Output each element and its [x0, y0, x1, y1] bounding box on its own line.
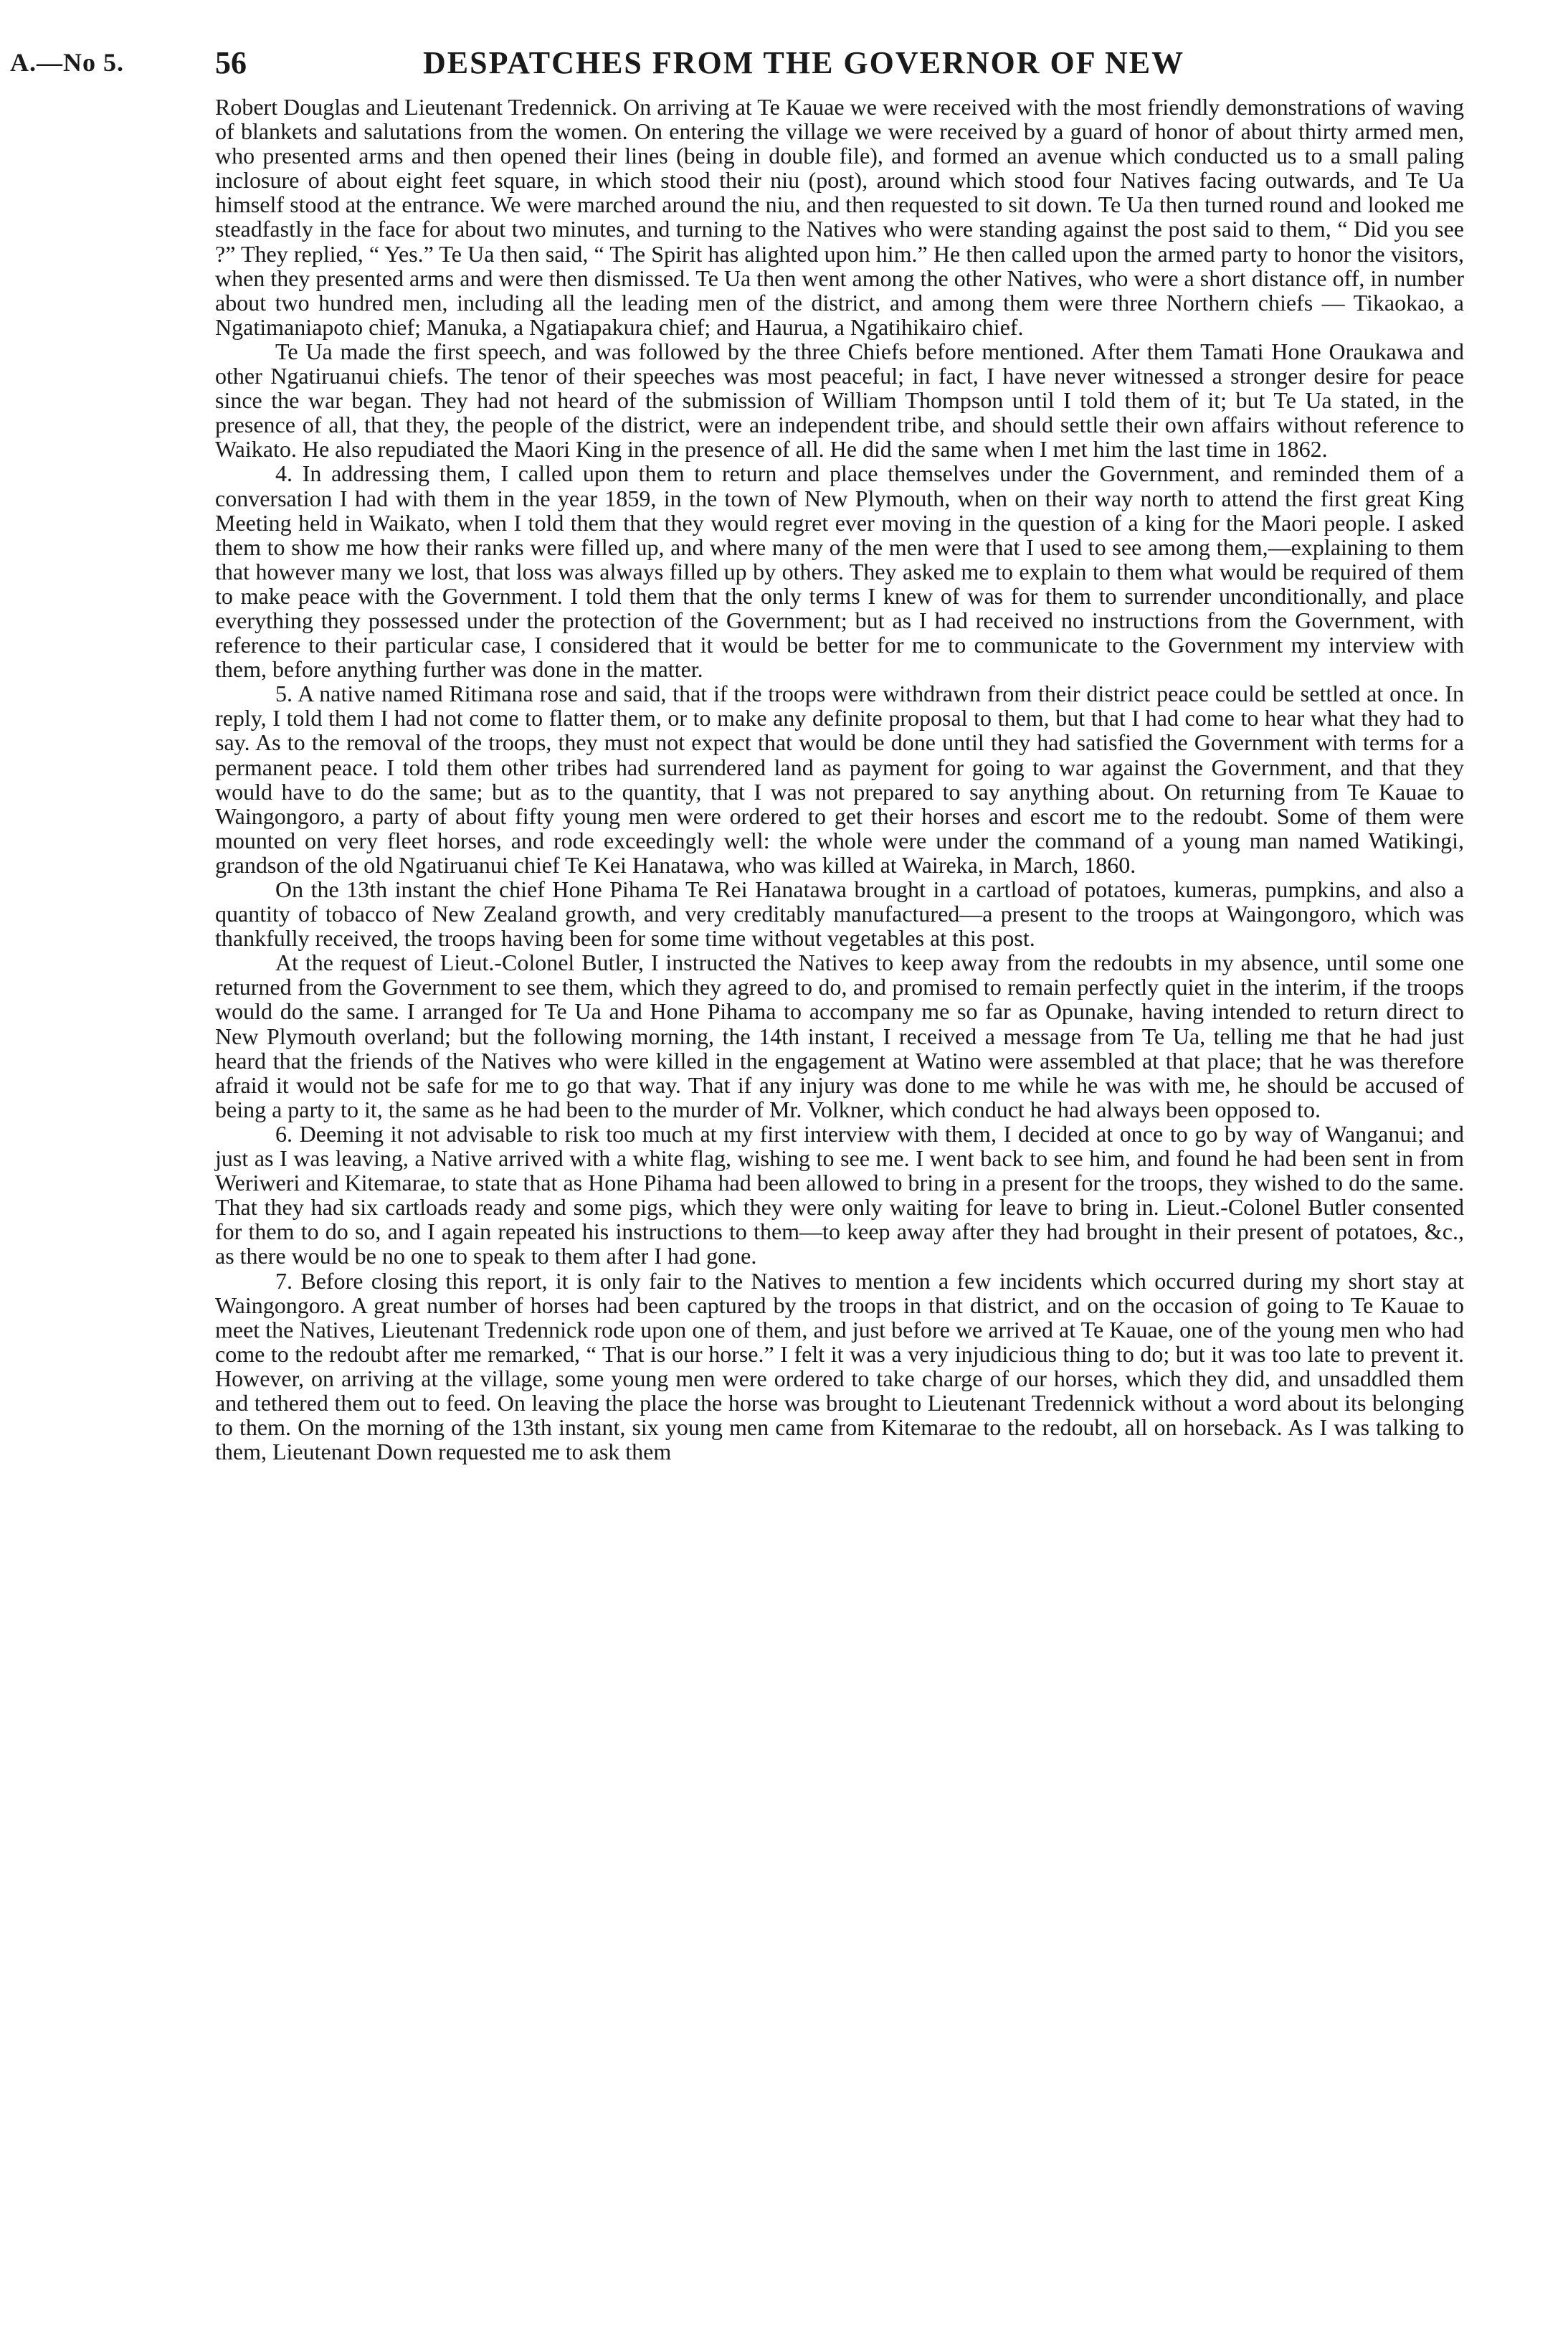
paragraph-present: On the 13th instant the chief Hone Pihama Te Rei Hanatawa brought in a cartload of potatoes, kumeras, pumpkins, and also a quantity of tobacco of New Zealand growth, and very creditably manufactured—a present to the troops at Waingongoro, which was thankfully received, the troops having been for some time without vegetables at this post. [215, 876, 1464, 952]
page-header [0, 37, 1568, 87]
paragraph-section-4: 4. In addressing them, I called upon them to return and place themselves under the Government, and reminded them of a conversation I had with them in the year 1859, in the town of New Plymouth, when on their way north to attend the first great King Meeting held in Waikato, when I told them that they would regret ever moving in the question of a king for the Maori people. I asked them to show me how their ranks were filled up, and where many of the men were that I used to see among them,—explaining to them that however many we lost, that loss was always filled up by others. They asked me to explain to them what would be required of them to make peace with the Government. I told them that the only terms I knew of was for them to surrender unconditionally, and place everything they possessed under the protection of the Government; but as I had received no instructions from the Government, with reference to their particular case, I considered that it would be better for me to communicate to the Government my interview with them, before anything further was done in the matter. [215, 460, 1464, 683]
paragraph-section-6: 6. Deeming it not advisable to risk too much at my first interview with them, I decided at once to go by way of Wanganui; and just as I was leaving, a Native arrived with a white flag, wishing to see me. I went back to see him, and found he had been sent in from Weriweri and Kitemarae, to state that as Hone Pihama had been allowed to bring in a present for the troops, they wished to do the same. That they had six cartloads ready and some pigs, which they were only waiting for leave to bring in. Lieut.-Colonel Butler consented for them to do so, and I again repeated his instructions to them—to keep away after they had brought in their present of potatoes, &c., as there would be no one to speak to them after I had gone. [215, 1120, 1464, 1269]
paragraph-section-7: 7. Before closing this report, it is only fair to the Natives to mention a few incidents which occurred during my short stay at Waingongoro. A great number of horses had been captured by the troops in that district, and on the occasion of going to Te Kauae to meet the Natives, Lieutenant Tredennick rode upon one of them, and just before we arrived at Te Kauae, one of the young men who had come to the redoubt after me remarked, “ That is our horse.” I felt it was a very injudicious thing to do; but it was too late to prevent it. However, on arriving at the village, some young men were ordered to take charge of our horses, which they did, and unsaddled them and tethered them out to feed. On leaving the place the horse was brought to Lieutenant Tredennick without a word about its belonging to them. On the morning of the 13th instant, six young men came from Kitemarae to the redoubt, all on horseback. As I was talking to them, Lieutenant Down requested me to ask them [215, 1267, 1464, 1465]
paragraph-section-5: 5. A native named Ritimana rose and said, that if the troops were withdrawn from their district peace could be settled at once. In reply, I told them I had not come to flatter them, or to make any definite proposal to them, but that I had come to hear what they had to say. As to the removal of the troops, they must not expect that would be done until they had satisfied the Government with terms for a permanent peace. I told them other tribes had surrendered land as payment for going to war against the Government, and that they would have to do the same; but as to the quantity, that I was not prepared to say anything about. On returning from Te Kauae to Waingongoro, a party of about fifty young men were ordered to get their horses and escort me to the redoubt. Some of them were mounted on very fleet horses, and rode exceedingly well: the whole were under the command of a young man named Watikingi, grandson of the old Ngatiruanui chief Te Kei Hanatawa, who was killed at Waireka, in March, 1860. [215, 681, 1464, 878]
running-title: DESPATCHES FROM THE GOVERNOR OF NEW [423, 45, 1185, 80]
paragraph-request: At the request of Lieut.-Colonel Butler, I instructed the Natives to keep away from the redoubts in my absence, until some one returned from the Government to see them, which they agreed to do, and promised to remain perfectly quiet in the interim, if the troops would do the same. I arranged for Te Ua and Hone Pihama to accompany me so far as Opunake, having intended to return direct to New Plymouth overland; but the following morning, the 14th instant, I received a message from Te Ua, telling me that he had just heard that the friends of the Natives who were killed in the engagement at Watino were assembled at that place; that he was therefore afraid it would not be safe for me to go that way. That if any injury was done to me while he was with me, he should be accused of being a party to it, the same as he had been to the murder of Mr. Volkner, which conduct he had always been opposed to. [215, 950, 1464, 1122]
paragraph-continuation: Robert Douglas and Lieutenant Tredennick. On arriving at Te Kauae we were received with the most friendly demonstrations of waving of blankets and salutations from the women. On entering the village we were received by a guard of honor of about thirty armed men, who presented arms and then opened their lines (being in double file), and formed an avenue which conducted us to a small paling inclosure of about eight feet square, in which stood their niu (post), around which stood four Natives facing outwards, and Te Ua himself stood at the entrance. We were marched around the niu, and then requested to sit down. Te Ua then turned round and looked me steadfastly in the face for about two minutes, and turning to the Natives who were standing against the post said to them, “ Did you see ?” They replied, “ Yes.” Te Ua then said, “ The Spirit has alighted upon him.” He then called upon the armed party to honor the visitors, when they presented arms and were then dismissed. Te Ua then went among the other Natives, who were a short distance off, in number about two hundred men, including all the leading men of the district, and among them were three Northern chiefs — Tikaokao, a Ngatimaniapoto chief; Manuka, a Ngatiapakura chief; and Haurua, a Ngatihikairo chief. [215, 94, 1464, 340]
document-body [215, 95, 1464, 1464]
document-reference: A.—No 5. [10, 48, 124, 77]
paragraph-speeches: Te Ua made the first speech, and was followed by the three Chiefs before mentioned. After them Tamati Hone Oraukawa and other Ngatiruanui chiefs. The tenor of their speeches was most peaceful; in fact, I have never witnessed a stronger desire for peace since the war began. They had not heard of the submission of William Thompson until I told them of it; but Te Ua stated, in the presence of all, that they, the people of the district, were an independent tribe, and should settle their own affairs without reference to Waikato. He also repudiated the Maori King in the presence of all. He did the same when I met him the last time in 1862. [215, 338, 1464, 463]
page-number: 56 [215, 45, 247, 80]
